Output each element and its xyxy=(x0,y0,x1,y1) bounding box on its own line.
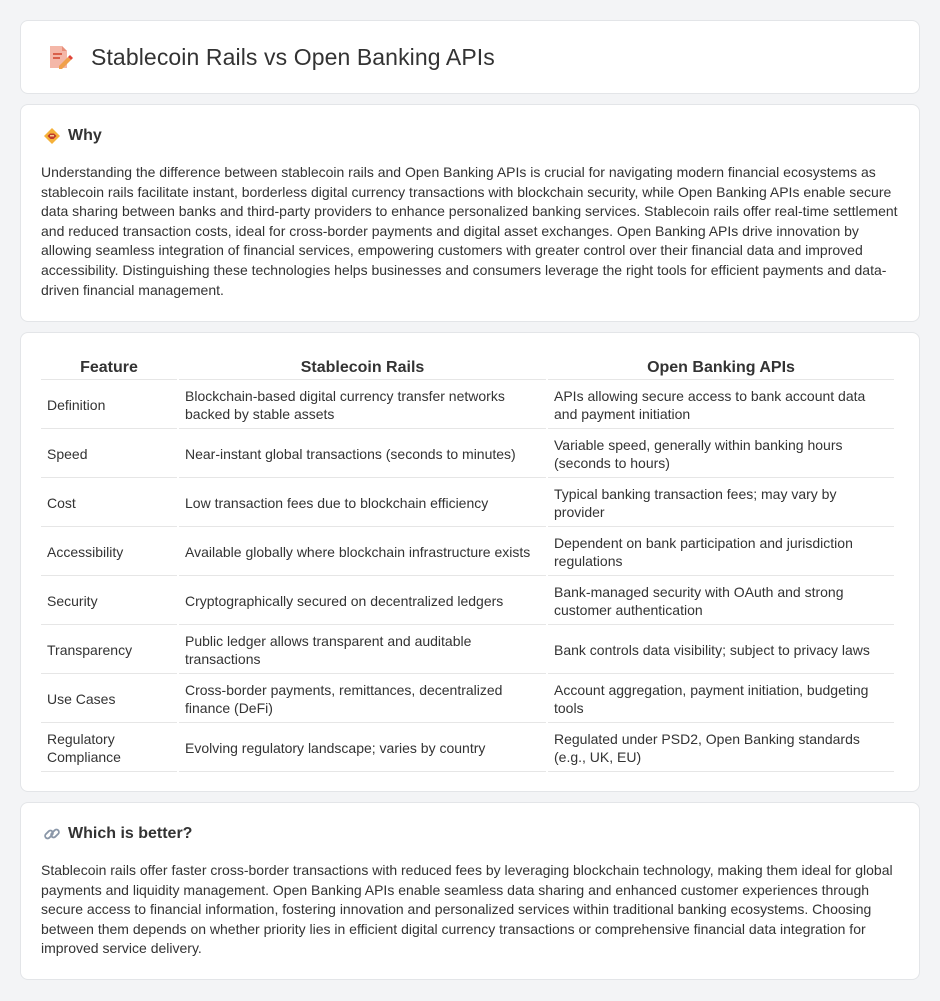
stablecoin-cell: Available globally where blockchain infrastructure exists xyxy=(179,529,546,576)
table-row xyxy=(41,676,894,723)
feature-cell: Use Cases xyxy=(41,676,177,723)
open-banking-cell: Dependent on bank participation and jurisdiction regulations xyxy=(548,529,894,576)
open-banking-cell: Variable speed, generally within banking hours (seconds to hours) xyxy=(548,431,894,478)
open-banking-cell: Typical banking transaction fees; may vary by provider xyxy=(548,480,894,527)
stablecoin-cell: Blockchain-based digital currency transfer networks backed by stable assets xyxy=(179,382,546,429)
table-row xyxy=(41,480,894,527)
feature-cell: Transparency xyxy=(41,627,177,674)
open-banking-cell: APIs allowing secure access to bank account data and payment initiation xyxy=(548,382,894,429)
feature-cell: Security xyxy=(41,578,177,625)
why-heading-label: Why xyxy=(68,127,102,144)
table-header-row xyxy=(41,355,894,380)
comparison-table-card xyxy=(20,332,920,792)
feature-cell: Regulatory Compliance xyxy=(41,725,177,772)
why-heading xyxy=(41,127,899,145)
stablecoin-cell: Cryptographically secured on decentralized ledgers xyxy=(179,578,546,625)
stablecoin-cell: Near-instant global transactions (seconds to minutes) xyxy=(179,431,546,478)
stablecoin-cell: Low transaction fees due to blockchain efficiency xyxy=(179,480,546,527)
open-banking-cell: Account aggregation, payment initiation, budgeting tools xyxy=(548,676,894,723)
table-row xyxy=(41,578,894,625)
open-banking-cell: Regulated under PSD2, Open Banking standards (e.g., UK, EU) xyxy=(548,725,894,772)
column-header-feature: Feature xyxy=(41,355,177,380)
column-header-stablecoin: Stablecoin Rails xyxy=(179,355,546,380)
better-heading-label: Which is better? xyxy=(68,825,193,842)
link-icon xyxy=(43,825,61,843)
table-row xyxy=(41,725,894,772)
open-banking-cell: Bank-managed security with OAuth and strong customer authentication xyxy=(548,578,894,625)
feature-cell: Accessibility xyxy=(41,529,177,576)
page-title: Stablecoin Rails vs Open Banking APIs xyxy=(91,43,495,70)
feature-cell: Cost xyxy=(41,480,177,527)
feature-cell: Speed xyxy=(41,431,177,478)
column-header-open-banking: Open Banking APIs xyxy=(548,355,894,380)
why-section xyxy=(20,104,920,322)
better-text: Stablecoin rails offer faster cross-border transactions with reduced fees by leveraging blockchain technology, making them ideal for global payments and liquidity management. Open Banking APIs enable seamless data sharing and enhanced customer experiences through secure access to financial information, fostering innovation and personalized services within traditional banking ecosystems. Choosing between them depends on whether priority lies in efficient digital currency transactions or comprehensive financial data integration for improved service delivery. xyxy=(41,862,893,957)
table-row xyxy=(41,382,894,429)
why-text: Understanding the difference between stablecoin rails and Open Banking APIs is crucial for navigating modern financial ecosystems as stablecoin rails facilitate instant, borderless digital currency transactions with blockchain security, while Open Banking APIs enable secure data sharing between banks and third-party providers to enhance personalized banking services. Stablecoin rails offer real-time settlement and reduced transaction costs, ideal for cross-border payments and digital asset exchanges. Open Banking APIs drive innovation by allowing seamless integration of financial services, empowering customers with greater control over their financial data and improved accessibility. Distinguishing these technologies helps businesses and consumers leverage the right tools for efficient payments and data-driven financial management. xyxy=(41,164,898,298)
document-edit-icon xyxy=(45,43,73,71)
stablecoin-cell: Evolving regulatory landscape; varies by country xyxy=(179,725,546,772)
header-card xyxy=(20,20,920,94)
open-banking-cell: Bank controls data visibility; subject to privacy laws xyxy=(548,627,894,674)
which-is-better-section xyxy=(20,802,920,980)
stablecoin-cell: Public ledger allows transparent and auditable transactions xyxy=(179,627,546,674)
comparison-table xyxy=(39,353,896,774)
table-row xyxy=(41,529,894,576)
stablecoin-cell: Cross-border payments, remittances, decentralized finance (DeFi) xyxy=(179,676,546,723)
better-heading xyxy=(41,825,899,843)
feature-cell: Definition xyxy=(41,382,177,429)
handshake-icon xyxy=(43,127,61,145)
table-row xyxy=(41,627,894,674)
table-row xyxy=(41,431,894,478)
